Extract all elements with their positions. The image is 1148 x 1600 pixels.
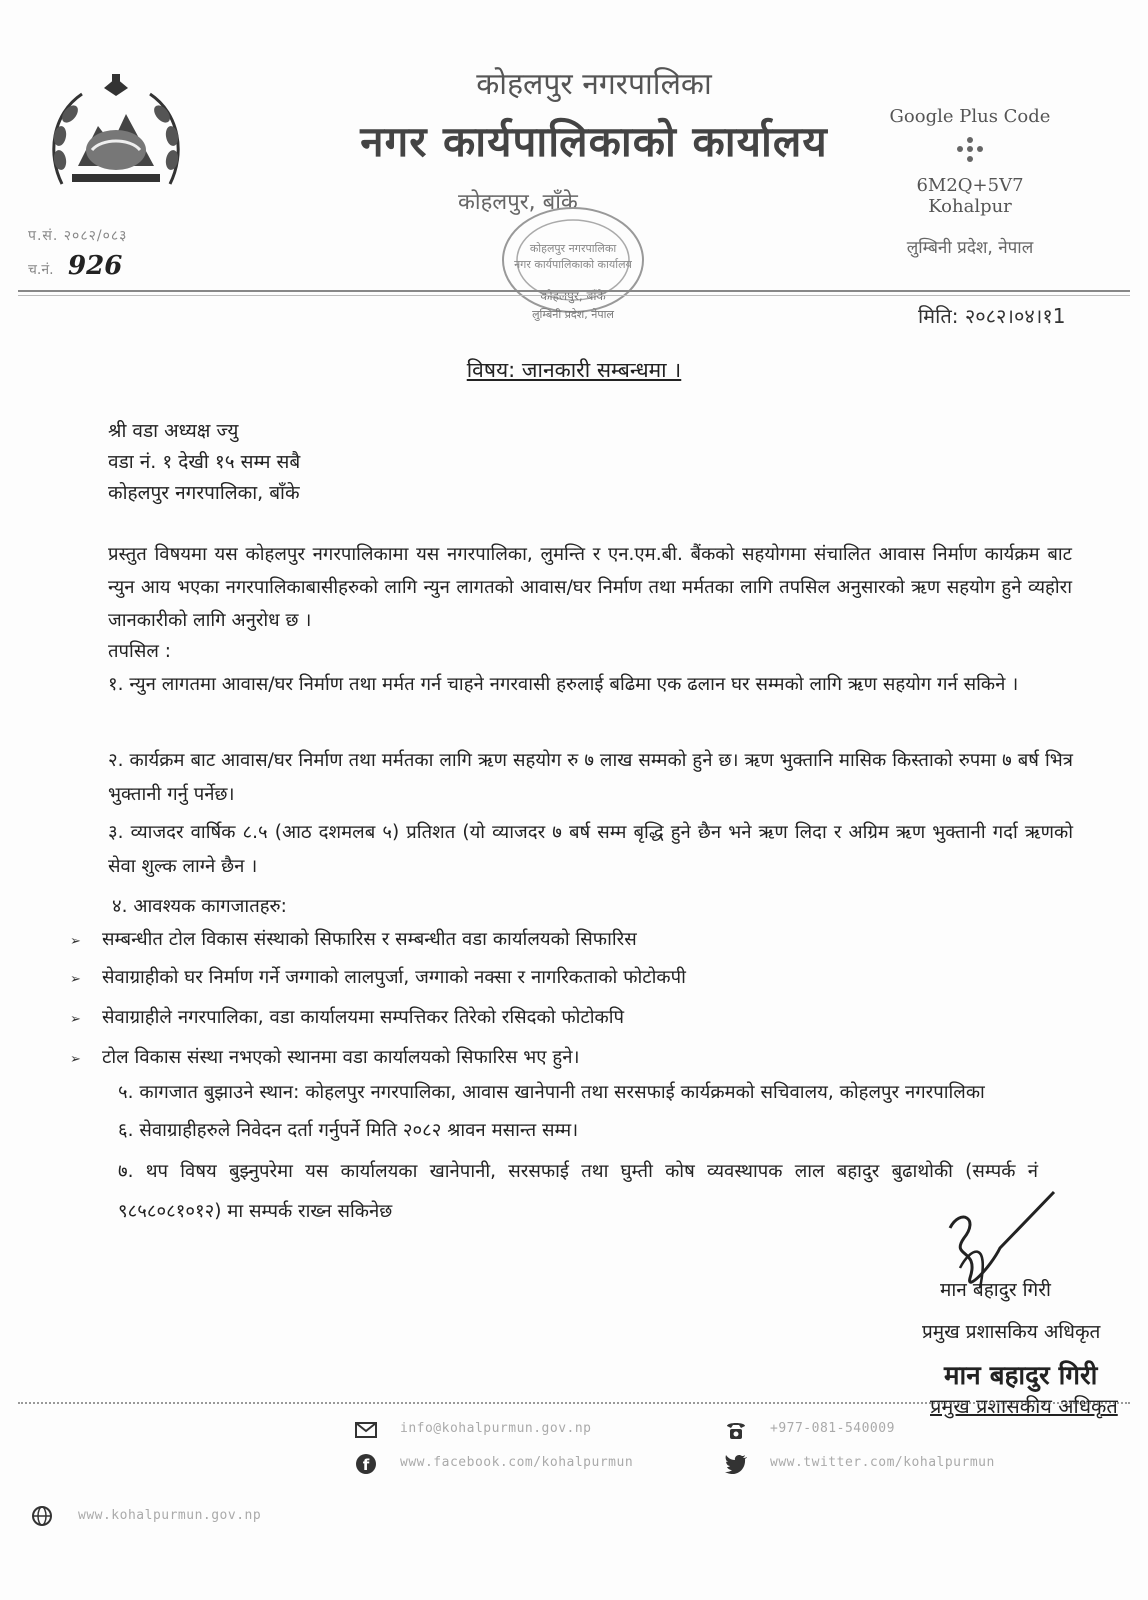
google-plus-code-label: Google Plus Code [889, 106, 1051, 127]
signatory-title: प्रमुख प्रशासकिय अधिकृत [922, 1321, 1101, 1343]
tapsil-label: तपसिल : [108, 641, 172, 662]
stamp-line-1: कोहलपुर नगरपालिका [529, 242, 617, 255]
arrow-bullet-icon: ➢ [70, 934, 81, 949]
list-item-1: १. न्युन लागतमा आवास/घर निर्माण तथा मर्मत गर्न चाहने नगरवासी हरुलाई बढिमा एक ढलान घर सम्मको लागि ऋण सहयोग गर्न सकिने । [108, 674, 1019, 695]
patra-sankhya: प.सं. २०८२/०८३ [28, 228, 128, 244]
stamp-line-2: नगर कार्यपालिकाको कार्यालय [514, 258, 632, 271]
header-divider [18, 290, 1130, 296]
list-item-3: ३. व्याजदर वार्षिक ८.५ (आठ दशमलब ५) प्रतिशत (यो व्याजदर ७ बर्ष सम्म बृद्धि हुने छैन भने ऋण लिदा र अग्रिम ऋण भुक्तानी गर्दा ऋणको सेवा शुल्क लाग्ने छैन । [108, 822, 1073, 877]
document-bullet-3 [70, 1004, 624, 1029]
footer-twitter[interactable]: www.twitter.com/kohalpurmun [770, 1455, 995, 1470]
list-item-6: ६. सेवाग्राहीहरुले निवेदन दर्ता गर्नुपर्ने मिति २०८२ श्रावन मसान्त सम्म। [118, 1120, 579, 1141]
document-bullet-2 [70, 964, 686, 989]
letter-date: मिति: २०८२।०४।१1 [918, 304, 1066, 328]
chalani-number-line [28, 251, 127, 281]
subject-text: विषय: जानकारी सम्बन्धमा । [466, 358, 682, 382]
province-name: लुम्बिनी प्रदेश, नेपाल [906, 238, 1034, 258]
email-icon [354, 1418, 378, 1442]
office-name: नगर कार्यपालिकाको कार्यालय [360, 117, 828, 166]
reference-block [28, 226, 127, 281]
svg-text:f: f [362, 1456, 370, 1474]
office-stamp [488, 200, 658, 330]
document-bullet-4 [70, 1044, 580, 1069]
document-bullet-text: सेवाग्राहीको घर निर्माण गर्ने जग्गाको लालपुर्जा, जग्गाको नक्सा र नागरिकताको फोटोकपी [102, 967, 686, 988]
letter-subject [0, 356, 1148, 384]
document-bullet-text: सम्बन्धीत टोल विकास संस्थाको सिफारिस र सम्बन्धीत वडा कार्यालयको सिफारिस [102, 929, 637, 950]
twitter-icon [724, 1452, 748, 1476]
addressee-line-2: वडा नं. १ देखी १५ सम्म सबै [108, 451, 301, 473]
signatory-name-handwritten: मान बहादुर गिरी [940, 1279, 1051, 1301]
list-item-4: ४. आवश्यक कागजातहरु: [112, 896, 287, 917]
footer-facebook[interactable]: www.facebook.com/kohalpurmun [400, 1455, 634, 1470]
document-bullet-1 [70, 926, 637, 951]
addressee-line-3: कोहलपुर नगरपालिका, बाँके [108, 482, 300, 504]
signatory-stamp-title: प्रमुख प्रशासकीय अधिकृत [930, 1394, 1118, 1418]
footer-email[interactable]: info@kohalpurmun.gov.np [400, 1421, 592, 1436]
office-location: कोहलपुर, बाँके [458, 190, 578, 215]
stamp-line-4: लुम्बिनी प्रदेश, नेपाल [532, 308, 614, 321]
list-item-5: ५. कागजात बुझाउने स्थान: कोहलपुर नगरपालिका, आवास खानेपानी तथा सरसफाई कार्यक्रमको सचिवालय, कोहलपुर नगरपालिका [118, 1082, 985, 1103]
footer-divider [18, 1402, 1130, 1405]
arrow-bullet-icon: ➢ [70, 1012, 81, 1027]
phone-icon [724, 1418, 748, 1442]
addressee-block [108, 416, 300, 509]
addressee-line-1: श्री वडा अध्यक्ष ज्यु [108, 420, 239, 442]
google-plus-code-block [872, 106, 1068, 258]
globe-icon [30, 1504, 54, 1528]
chalani-number: 926 [68, 251, 123, 281]
plus-code-icon [955, 137, 985, 167]
document-bullet-text: टोल विकास संस्था नभएको स्थानमा वडा कार्यालयको सिफारिस भए हुने। [102, 1047, 580, 1068]
footer-phone[interactable]: +977-081-540009 [770, 1421, 895, 1436]
google-plus-code: 6M2Q+5V7 Kohalpur [916, 175, 1024, 217]
stamp-line-3: कोहलपुर, बाँके [540, 289, 606, 303]
municipality-name: कोहलपुर नगरपालिका [476, 67, 712, 102]
facebook-icon [354, 1452, 378, 1476]
chalani-label: च.नं. [28, 262, 54, 278]
list-item-7: ७. थप विषय बुझ्नुपरेमा यस कार्यालयका खानेपानी, सरसफाई तथा घुम्ती कोष व्यवस्थापक लाल बहादुर बुढाथोकी (सम्पर्क नं ९८५८०८१०१२) मा सम्पर्क राख्न सकिनेछ [118, 1161, 1038, 1222]
arrow-bullet-icon: ➢ [70, 1052, 81, 1067]
document-bullet-text: सेवाग्राहीले नगरपालिका, वडा कार्यालयमा सम्पत्तिकर तिरेको रसिदको फोटोकपि [102, 1007, 625, 1028]
list-item-2: २. कार्यक्रम बाट आवास/घर निर्माण तथा मर्मतका लागि ऋण सहयोग रु ७ लाख सम्मको हुने छ। ऋण भुक्तानि मासिक किस्ताको रुपमा ७ बर्ष भित्र भुक्तानी गर्नु पर्नेछ। [108, 750, 1073, 805]
footer-website[interactable]: www.kohalpurmun.gov.np [78, 1508, 262, 1523]
signatory-stamp-name: मान बहादुर गिरी [944, 1361, 1098, 1391]
arrow-bullet-icon: ➢ [70, 972, 81, 987]
body-paragraph: प्रस्तुत विषयमा यस कोहलपुर नगरपालिकामा यस नगरपालिका, लुमन्ति र एन.एम.बी. बैंकको सहयोगमा संचालित आवास निर्माण कार्यक्रम बाट न्युन आय भएका नगरपालिकाबासीहरुको लागि न्युन लागतको आवास/घर निर्माण तथा मर्मतका लागि तपसिल अनुसारको ऋण सहयोग हुने व्यहोरा जानकारीको लागि अनुरोध छ । [108, 544, 1072, 631]
